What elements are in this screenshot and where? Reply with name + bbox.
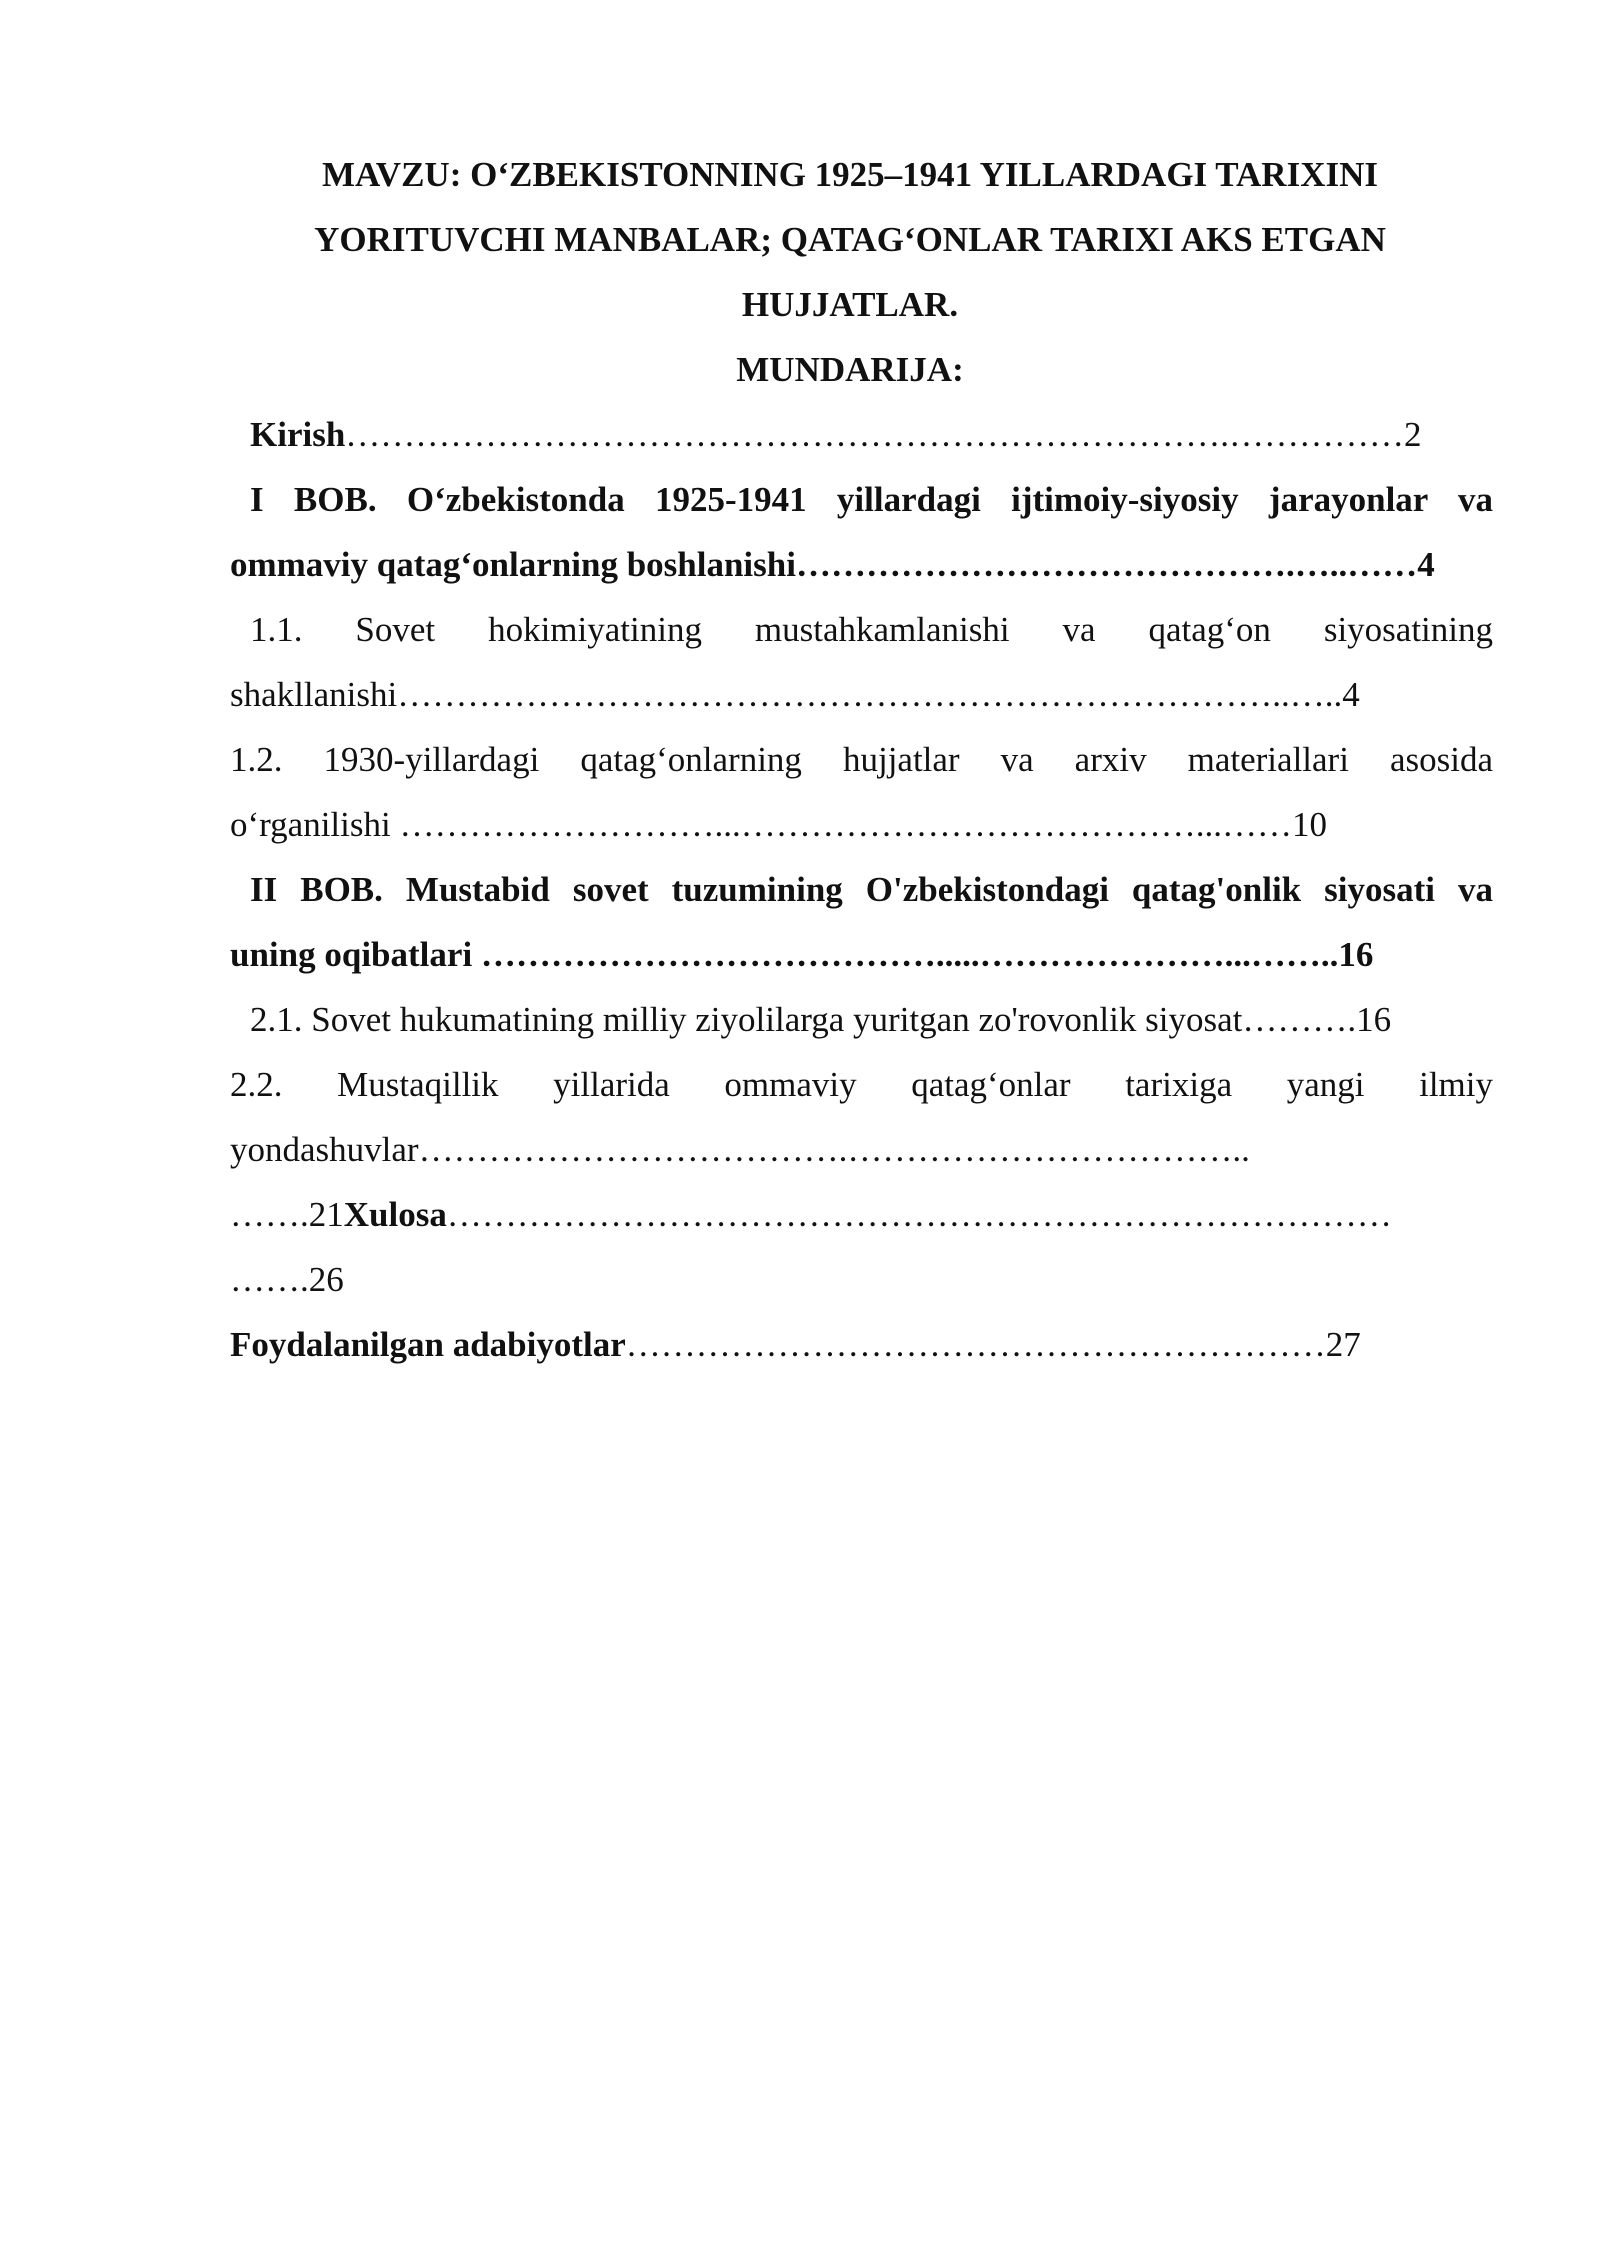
toc-entry-bob1-line1: I BOB. O‘zbekistonda 1925-1941 yillardagi ijtimoiy-siyosiy jarayonlar va — [250, 480, 1493, 519]
toc-entry-adabiyotlar-leader: ……………………………………………………27 — [625, 1325, 1361, 1364]
toc-heading: MUNDARIJA: — [736, 350, 964, 389]
toc-entry-xulosa-page: …….26 — [230, 1260, 344, 1299]
toc-entry-1-2-line1: 1.2. 1930-yillardagi qatag‘onlarning hujjatlar va arxiv materiallari asosida — [230, 740, 1493, 779]
toc-entry-adabiyotlar — [230, 1325, 1493, 1365]
toc-entry-bob2-line2: uning oqibatlari ………………………………….....…………………...……..16 — [230, 935, 1374, 974]
toc-entry-1-1-line2: shakllanishi…………………………………………………………………..…..4 — [230, 675, 1360, 714]
toc-entry-kirish — [230, 415, 1493, 455]
toc-entry-2-2-page: …….21 — [230, 1195, 344, 1234]
toc-entry-bob1-line2: ommaviy qatag‘onlarning boshlanishi…………………………………….…..……4 — [230, 545, 1435, 584]
title-line-3: HUJJATLAR. — [741, 285, 959, 324]
title-line-1: MAVZU: O‘ZBEKISTONNING 1925–1941 YILLARDAGI TARIXINI — [322, 155, 1378, 194]
toc-entry-xulosa — [230, 1195, 1493, 1235]
toc-entry-bob2-line1: II BOB. Mustabid sovet tuzumining O'zbekistondagi qatag'onlik siyosati va — [250, 870, 1493, 909]
toc-entry-2-1: 2.1. Sovet hukumatining milliy ziyolilarga yuritgan zo'rovonlik siyosat……….16 — [250, 1000, 1392, 1039]
toc-entry-xulosa-leader: ……………………………………………………………………… — [446, 1195, 1392, 1234]
toc-entry-kirish-label: Kirish — [250, 415, 346, 454]
title-line-2: YORITUVCHI MANBALAR; QATAG‘ONLAR TARIXI AKS ETGAN — [314, 220, 1386, 259]
toc-entry-adabiyotlar-label: Foydalanilgan adabiyotlar — [230, 1325, 626, 1364]
toc-entry-xulosa-label: Xulosa — [343, 1195, 447, 1234]
toc-entry-2-2-line1: 2.2. Mustaqillik yillarida ommaviy qatag‘onlar tarixiga yangi ilmiy — [230, 1065, 1493, 1104]
toc-entry-1-2-line2: o‘rganilishi ………………………...…………………………………...……10 — [230, 805, 1327, 844]
toc-entry-1-1-line1: 1.1. Sovet hokimiyatining mustahkamlanishi va qatag‘on siyosatining — [250, 610, 1493, 649]
toc-entry-kirish-leader: ………………………………………………………………….……………2 — [345, 415, 1422, 454]
toc-entry-2-2-line2: yondashuvlar……………………………….…………………………….. — [230, 1130, 1250, 1169]
